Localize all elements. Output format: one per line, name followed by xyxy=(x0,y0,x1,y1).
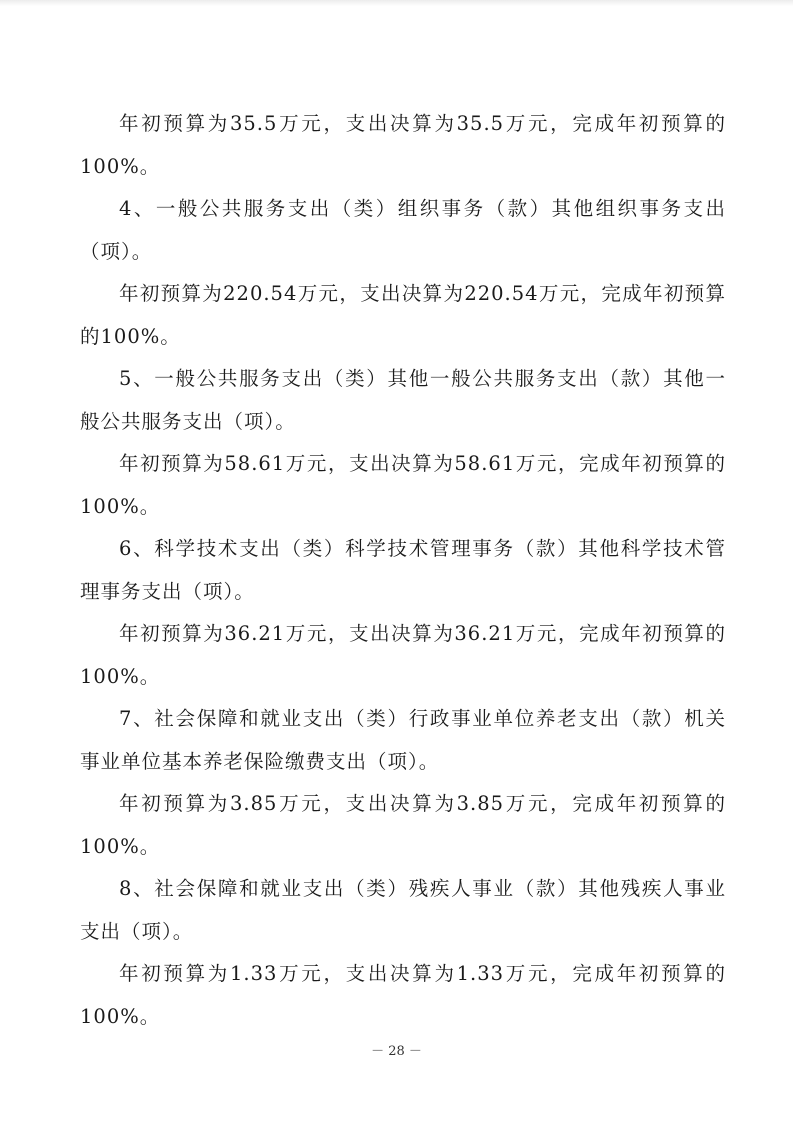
body-text xyxy=(80,103,726,1038)
paragraph-budget-item-6: 年初预算为36.21万元，支出决算为36.21万元，完成年初预算的100%。 xyxy=(80,622,726,688)
page-number: － 28 － xyxy=(371,1044,422,1059)
paragraph-budget-item-7: 年初预算为3.85万元，支出决算为3.85万元，完成年初预算的100%。 xyxy=(80,792,726,858)
paragraph-item-6-heading: 6、科学技术支出（类）科学技术管理事务（款）其他科学技术管理事务支出（项）。 xyxy=(80,537,726,603)
paragraph-budget-item-4: 年初预算为220.54万元，支出决算为220.54万元，完成年初预算的100%。 xyxy=(80,282,726,348)
paragraph-budget-item-8: 年初预算为1.33万元，支出决算为1.33万元，完成年初预算的100%。 xyxy=(80,962,726,1028)
paragraph-item-5-heading: 5、一般公共服务支出（类）其他一般公共服务支出（款）其他一般公共服务支出（项）。 xyxy=(80,367,726,433)
paragraph-item-7-heading: 7、社会保障和就业支出（类）行政事业单位养老支出（款）机关事业单位基本养老保险缴费支出（项）。 xyxy=(80,707,726,773)
paragraph-item-8-heading: 8、社会保障和就业支出（类）残疾人事业（款）其他残疾人事业支出（项）。 xyxy=(80,877,726,943)
scan-top-edge xyxy=(0,0,793,6)
paragraph-item-4-heading: 4、一般公共服务支出（类）组织事务（款）其他组织事务支出（项）。 xyxy=(80,197,726,263)
paragraph-budget-item-3: 年初预算为35.5万元，支出决算为35.5万元，完成年初预算的100%。 xyxy=(80,112,726,178)
paragraph-budget-item-5: 年初预算为58.61万元，支出决算为58.61万元，完成年初预算的100%。 xyxy=(80,452,726,518)
